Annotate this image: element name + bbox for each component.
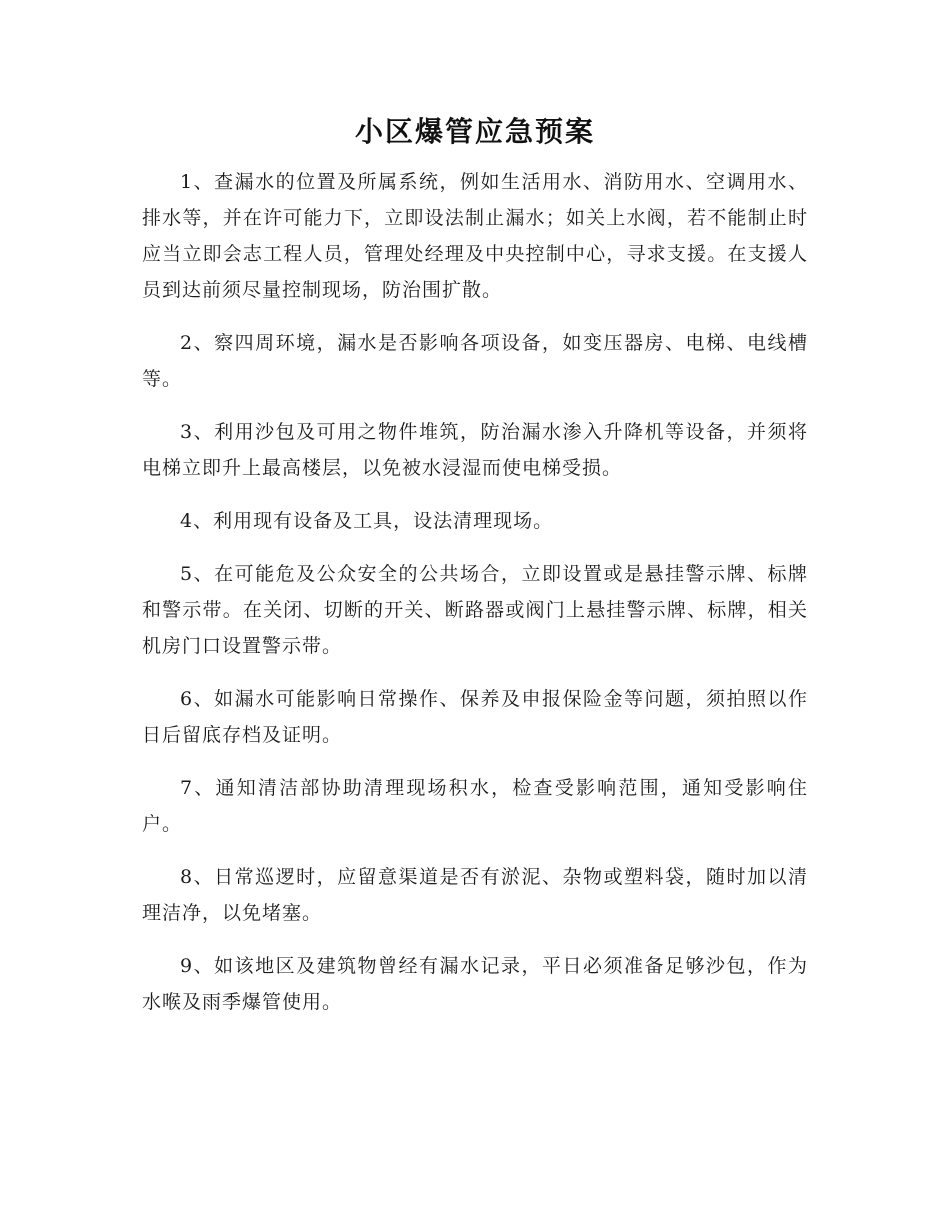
document-body <box>142 164 808 1037</box>
paragraph-4: 4、利用现有设备及工具，设法清理现场。 <box>180 510 554 532</box>
paragraph-2: 2、察四周环境，漏水是否影响各项设备，如变压器房、电梯、电线槽等。 <box>142 332 808 390</box>
paragraph-8: 8、日常巡逻时，应留意渠道是否有淤泥、杂物或塑料袋，随时加以清理洁净，以免堵塞。 <box>142 866 808 924</box>
paragraph-9: 9、如该地区及建筑物曾经有漏水记录，平日必须准备足够沙包，作为水喉及雨季爆管使用。 <box>142 955 808 1013</box>
paragraph-6: 6、如漏水可能影响日常操作、保养及申报保险金等问题，须拍照以作日后留底存档及证明。 <box>142 688 808 746</box>
paragraph-5: 5、在可能危及公众安全的公共场合，立即设置或是悬挂警示牌、标牌和警示带。在关闭、切断的开关、断路器或阀门上悬挂警示牌、标牌，相关机房门口设置警示带。 <box>142 563 808 657</box>
document-title: 小区爆管应急预案 <box>354 115 595 148</box>
paragraph-1: 1、查漏水的位置及所属系统，例如生活用水、消防用水、空调用水、排水等，并在许可能力下，立即设法制止漏水；如关上水阀，若不能制止时应当立即会志工程人员，管理处经理及中央控制中心，寻求支援。在支援人员到达前须尽量控制现场，防治围扩散。 <box>142 171 808 301</box>
paragraph-7: 7、通知清洁部协助清理现场积水，检查受影响范围，通知受影响住户。 <box>142 777 808 835</box>
paragraph-3: 3、利用沙包及可用之物件堆筑，防治漏水渗入升降机等设备，并须将电梯立即升上最高楼层，以免被水浸湿而使电梯受损。 <box>142 421 808 479</box>
